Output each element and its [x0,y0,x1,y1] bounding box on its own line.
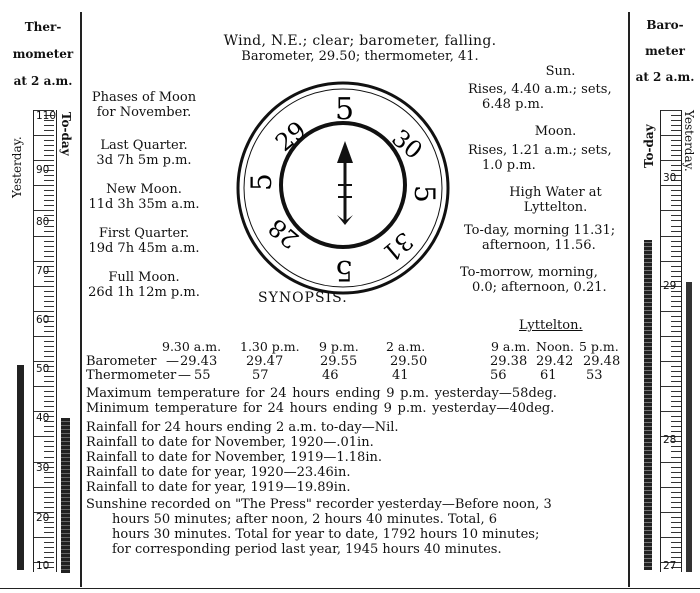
lyttelton-value: 29.42 [536,354,574,369]
phase-time: 3d 7h 5m p.m. [96,153,192,168]
scale-tick [671,477,681,478]
phase-time: 19d 7h 45m a.m. [88,241,200,256]
lyttelton-value: 53 [586,368,603,383]
scale-tick [671,226,681,227]
scale-tick [671,246,681,247]
scale-tick [44,291,54,292]
scale-tick [44,205,54,206]
barometer-gauge [630,0,700,593]
lyttelton-value: 29.48 [583,354,621,369]
scale-tick [671,467,681,468]
barometer-yesterday-label: Yesterday. [682,110,696,172]
scale-tick [44,331,54,332]
synopsis-row-barometer: Barometer — 29.43 29.47 29.55 29.50 29.38 29.42 29.48 [86,354,621,369]
barometer-today-label: To-day [642,124,656,168]
lyttelton-value: 61 [540,368,557,383]
thermo-tick-label: 110 [36,110,57,122]
scale-tick [44,497,54,498]
dial-number: 31 [376,226,419,268]
scale-tick [671,301,681,302]
high-water-title: Lyttelton. [523,200,588,215]
scale-tick [44,341,54,342]
scale-tick [661,462,681,463]
scale-tick [671,421,681,422]
bottom-rule [0,588,700,589]
scale-tick [44,557,54,558]
high-water-line: afternoon, 11.56. [482,238,596,253]
scale-tick [671,306,681,307]
scale-tick [671,366,681,367]
barometer-title-line: meter [645,44,685,58]
stat-line: Rainfall to date for year, 1919—19.89in. [86,480,351,495]
scale-tick [44,527,54,528]
scale-tick [661,361,681,362]
scale-tick [671,165,681,166]
scale-tick [34,210,54,211]
weather-stats [86,386,626,557]
scale-tick [34,160,54,161]
scale-tick [44,145,54,146]
scale-tick [671,326,681,327]
scale-tick [671,145,681,146]
sunshine-line: Sunshine recorded on "The Press" recorder yesterday—Before noon, 3 [86,497,552,512]
thermometer-title-line: mometer [12,47,74,61]
scale-tick [44,381,54,382]
barometer-title [632,18,698,84]
thermo-tick-label: 60 [36,314,50,326]
scale-tick [671,472,681,473]
scale-tick [671,391,681,392]
thermometer-yesterday-bar [17,365,24,570]
scale-tick [44,457,54,458]
scale-tick [661,261,681,262]
thermo-tick-label: 40 [36,412,50,424]
moon-line: 1.0 p.m. [482,158,536,173]
scale-tick [671,376,681,377]
scale-tick [34,261,54,262]
scale-tick [661,110,681,111]
scale-tick [671,130,681,131]
thermometer-gauge [0,0,80,593]
scale-tick [661,135,681,136]
scale-tick [671,241,681,242]
scale-tick [44,296,54,297]
thermometer-title-line: at 2 a.m. [13,74,73,88]
sunshine-line: for corresponding period last year, 1945 hours 40 minutes. [112,542,502,557]
scale-tick [44,431,54,432]
scale-tick [661,411,681,412]
lyttelton-time: 5 p.m. [579,339,619,354]
barometer-title-line: Baro- [646,18,684,32]
thermometer-today-label: To-day [59,112,73,156]
thermo-tick-label: 30 [36,462,50,474]
scale-tick [671,517,681,518]
scale-tick [671,527,681,528]
scale-tick [671,542,681,543]
scale-tick [671,446,681,447]
moon-phases [84,90,204,300]
synopsis-value: 46 [322,368,339,383]
scale-tick [671,205,681,206]
scale-tick [671,296,681,297]
scale-tick [34,135,54,136]
scale-tick [671,381,681,382]
synopsis-row-thermometer: Thermometer — 55 57 46 41 56 61 53 [86,368,603,383]
scale-tick [44,356,54,357]
scale-tick [661,487,681,488]
scale-tick [44,281,54,282]
scale-tick [671,321,681,322]
left-divider [80,12,82,587]
wind-dial [225,75,455,300]
barometer-yesterday-bar [686,282,692,572]
scale-tick [44,180,54,181]
scale-tick [44,482,54,483]
barometer-today-bar [644,240,652,570]
scale-tick [661,160,681,161]
synopsis-value: 41 [392,368,409,383]
scale-tick [34,236,54,237]
scale-tick [671,497,681,498]
scale-tick [34,436,54,437]
scale-tick [661,210,681,211]
thermo-tick-label: 10 [36,560,50,572]
scale-tick [671,552,681,553]
thermometer-title [8,20,78,88]
scale-tick [671,190,681,191]
scale-tick [671,231,681,232]
dial-number: 30 [386,123,428,165]
scale-tick [661,236,681,237]
scale-tick [34,185,54,186]
scale-tick [671,457,681,458]
scale-tick [34,361,54,362]
stat-line: Rainfall to date for November, 1919—1.18in. [86,450,382,465]
barometer-title-line: at 2 a.m. [635,70,695,84]
dial-number: 5 [335,254,353,287]
scale-tick [671,356,681,357]
scale-tick [44,391,54,392]
lyttelton-value: 29.38 [490,354,528,369]
scale-tick [44,195,54,196]
scale-tick [44,401,54,402]
scale-tick [34,311,54,312]
moon-phases-title: for November. [96,105,192,120]
synopsis-time: 9 p.m. [319,339,359,354]
scale-tick [44,406,54,407]
scale-tick [671,316,681,317]
phase-name: New Moon. [106,182,182,197]
scale-tick [44,231,54,232]
scale-tick [671,396,681,397]
scale-tick [671,401,681,402]
thermometer-title-line: Ther- [24,20,62,34]
stat-line: Maximum temperature for 24 hours ending 9 p.m. yesterday—58deg. [86,386,557,401]
synopsis-title: SYNOPSIS. [258,290,348,306]
phase-time: 26d 1h 12m p.m. [88,285,200,300]
scale-tick [671,557,681,558]
synopsis-value: 29.43 [180,354,218,369]
scale-tick [44,492,54,493]
scale-tick [671,371,681,372]
scale-tick [44,532,54,533]
scale-tick [661,512,681,513]
scale-tick [671,150,681,151]
scale-tick [44,301,54,302]
high-water-title: High Water at [509,185,602,200]
scale-tick [44,125,54,126]
scale-tick [671,507,681,508]
scale-tick [44,155,54,156]
scale-tick [671,416,681,417]
lyttelton-value: 56 [490,368,507,383]
scale-tick [671,532,681,533]
scale-tick [44,542,54,543]
header-line-1: Wind, N.E.; clear; barometer, falling. [223,33,497,49]
sun-block [460,64,623,295]
scale-tick [671,276,681,277]
baro-tick-label: 28 [663,434,677,446]
scale-tick [671,220,681,221]
scale-tick [44,251,54,252]
scale-tick [661,386,681,387]
scale-tick [34,336,54,337]
scale-tick [671,331,681,332]
dial-number: 5 [408,185,441,203]
baro-tick-label: 29 [663,280,677,292]
dial-number: 5 [335,92,355,127]
barometer-scale [660,110,682,572]
scale-tick [34,286,54,287]
synopsis-time: 9.30 a.m. [162,339,222,354]
synopsis-time: 2 a.m. [386,339,426,354]
scale-tick [671,155,681,156]
scale-tick [671,482,681,483]
scale-tick [34,487,54,488]
scale-tick [44,246,54,247]
stat-line: Rainfall for 24 hours ending 2 a.m. to-day—Nil. [86,420,399,435]
scale-tick [671,125,681,126]
scale-tick [44,426,54,427]
scale-tick [671,406,681,407]
phase-name: Last Quarter. [100,138,188,153]
scale-tick [661,185,681,186]
scale-tick [34,386,54,387]
lyttelton-time: Noon. [536,339,575,354]
lyttelton-time: 9 a.m. [491,339,531,354]
scale-tick [44,351,54,352]
thermo-tick-label: 90 [36,164,50,176]
phase-name: Full Moon. [108,270,180,285]
scale-tick [44,346,54,347]
header-line-2: Barometer, 29.50; thermometer, 41. [241,49,479,64]
scale-tick [44,140,54,141]
thermometer-today-bar [61,418,70,573]
high-water-line: To-morrow, morning, [460,265,598,280]
scale-tick [44,507,54,508]
baro-tick-label: 30 [663,172,677,184]
sunshine-line: hours 50 minutes; after noon, 2 hours 40 minutes. Total, 6 [112,512,497,527]
dial-number: 29 [270,115,312,157]
scale-tick [671,351,681,352]
scale-tick [44,477,54,478]
thermo-tick-label: 70 [36,265,50,277]
dial-number: 5 [245,173,278,191]
weather-header [120,33,600,64]
synopsis-value: 29.47 [246,354,284,369]
scale-tick [671,341,681,342]
sun-title: Sun. [545,64,576,79]
synopsis-value: 55 [194,368,211,383]
scale-tick [44,441,54,442]
sun-line: Rises, 4.40 a.m.; sets, [468,82,612,97]
scale-tick [671,451,681,452]
scale-tick [44,130,54,131]
scale-tick [44,200,54,201]
phase-name: First Quarter. [98,226,190,241]
scale-tick [44,326,54,327]
scale-tick [671,492,681,493]
scale-tick [44,547,54,548]
stat-line: Rainfall to date for November, 1920—.01in. [86,435,374,450]
high-water-line: To-day, morning 11.31; [464,223,616,238]
scale-tick [661,311,681,312]
scale-tick [44,376,54,377]
scale-tick [671,256,681,257]
scale-tick [671,215,681,216]
baro-tick-label: 27 [663,560,677,572]
scale-tick [661,336,681,337]
sunshine-line: hours 30 minutes. Total for year to date, 1792 hours 10 minutes; [112,527,540,542]
scale-tick [671,120,681,121]
scale-tick [671,271,681,272]
thermo-tick-label: 20 [36,512,50,524]
synopsis-row-label: Barometer [86,354,157,369]
scale-tick [44,446,54,447]
thermo-tick-label: 50 [36,363,50,375]
scale-tick [44,306,54,307]
moon-phases-title: Phases of Moon [91,90,197,105]
scale-tick [44,451,54,452]
scale-tick [671,140,681,141]
scale-tick [671,195,681,196]
thermo-tick-label: 80 [36,216,50,228]
scale-tick [671,266,681,267]
phase-time: 11d 3h 35m a.m. [88,197,200,212]
thermometer-yesterday-label: Yesterday. [10,136,24,198]
scale-tick [671,115,681,116]
scale-tick [671,431,681,432]
wind-arrow-icon [337,141,353,225]
synopsis-row-label: Thermometer [86,368,177,383]
scale-tick [44,552,54,553]
stat-line: Minimum temperature for 24 hours ending 9 p.m. yesterday—40deg. [86,401,555,416]
synopsis-time: 1.30 p.m. [240,339,300,354]
scale-tick [671,502,681,503]
scale-tick [44,256,54,257]
scale-tick [661,537,681,538]
scale-tick [671,522,681,523]
thermometer-scale [33,110,57,572]
dial-number: 28 [263,212,305,254]
scale-tick [671,200,681,201]
scale-tick [44,502,54,503]
synopsis-value: 29.50 [390,354,428,369]
lyttelton-title: Lyttelton. [519,318,583,333]
synopsis-value: 57 [252,368,269,383]
synopsis-value: 29.55 [320,354,358,369]
scale-tick [671,251,681,252]
scale-tick [44,396,54,397]
moon-line: Rises, 1.21 a.m.; sets, [468,143,612,158]
scale-tick [44,190,54,191]
scale-tick [671,426,681,427]
stat-line: Rainfall to date for year, 1920—23.46in. [86,465,351,480]
moon-title: Moon. [534,124,577,139]
sun-line: 6.48 p.m. [482,97,544,112]
scale-tick [44,150,54,151]
scale-tick [671,547,681,548]
scale-tick [671,346,681,347]
synopsis-time-row [84,340,624,354]
scale-tick [44,241,54,242]
high-water-line: 0.0; afternoon, 0.21. [472,280,607,295]
scale-tick [34,537,54,538]
